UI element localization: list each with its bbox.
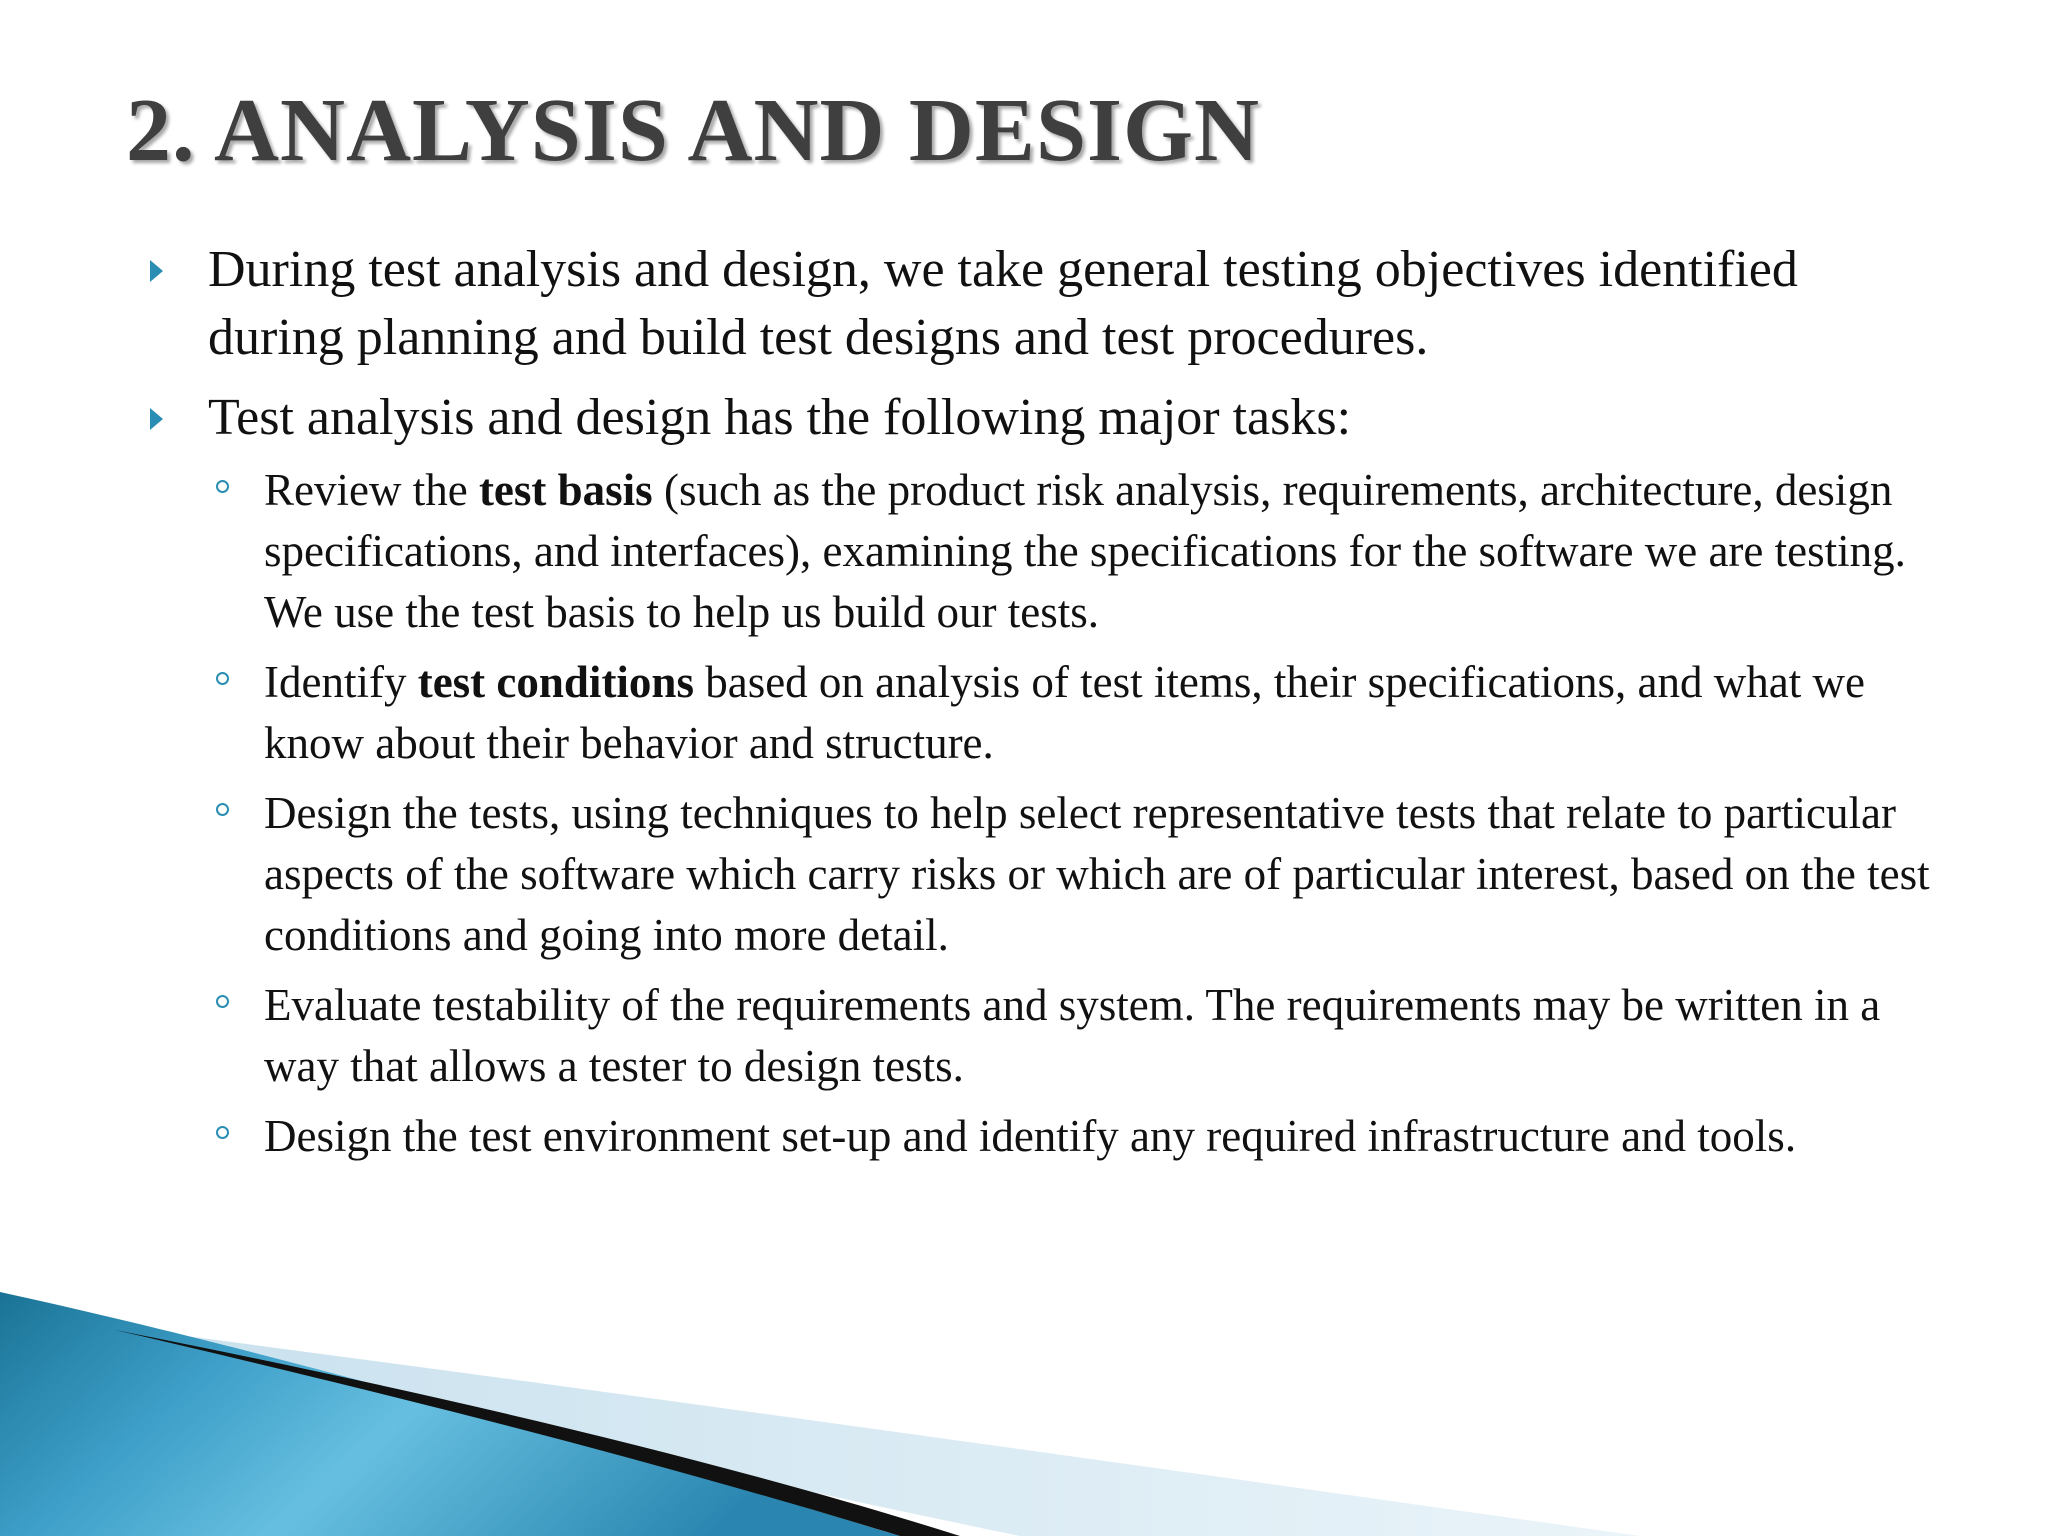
sub-bullet-text: Design the test environment set-up and identify any required infrastructure and tools. — [264, 1111, 1797, 1161]
circle-bullet-icon — [216, 672, 229, 685]
circle-bullet-icon — [216, 803, 229, 816]
sub-bullet-item — [140, 1106, 1940, 1167]
sub-bullet-text: Evaluate testability of the requirements and system. The requirements may be written in a way that allows a tester to design tests. — [264, 980, 1881, 1091]
sub-bullet-item — [140, 460, 1940, 643]
slide-title: 2. ANALYSIS AND DESIGN — [126, 81, 1261, 180]
sub-bullet-text-prefix: Identify — [264, 657, 418, 707]
circle-bullet-icon — [216, 480, 229, 493]
sub-bullet-list — [208, 460, 1940, 1167]
sub-bullet-text-prefix: Review the — [264, 465, 479, 515]
bullet-item — [140, 236, 1940, 372]
bullet-text: Test analysis and design has the following major tasks: — [208, 389, 1352, 446]
slide-content — [140, 236, 1940, 1167]
wave-blue-band — [0, 1292, 900, 1536]
triangle-bullet-icon — [150, 260, 163, 282]
circle-bullet-icon — [216, 1126, 229, 1139]
bullet-item — [140, 384, 1940, 1167]
bullet-text: During test analysis and design, we take general testing objectives identified during planning and build test designs and test procedures. — [208, 241, 1798, 366]
sub-bullet-text-suffix: based on analysis of test items, their specifications, and what we know about their behavior and structure. — [264, 657, 1865, 768]
sub-bullet-bold-term: test basis — [478, 465, 653, 515]
sub-bullet-bold-term: test conditions — [417, 657, 694, 707]
sub-bullet-item — [140, 783, 1940, 966]
sub-bullet-text-suffix: (such as the product risk analysis, requirements, architecture, design specifications, and interfaces), examining the specifications for the software we are testing. We use the test basis to help us build our tests. — [264, 465, 1906, 637]
circle-bullet-icon — [216, 995, 229, 1008]
wave-dark-band — [115, 1330, 960, 1536]
sub-bullet-item — [140, 652, 1940, 774]
wave-light-band — [140, 1330, 1640, 1536]
sub-bullet-text: Design the tests, using techniques to help select representative tests that relate to particular aspects of the software which carry risks or which are of particular interest, based on the test conditions and going into more detail. — [264, 788, 1930, 960]
triangle-bullet-icon — [150, 408, 163, 430]
sub-bullet-item — [140, 975, 1940, 1097]
